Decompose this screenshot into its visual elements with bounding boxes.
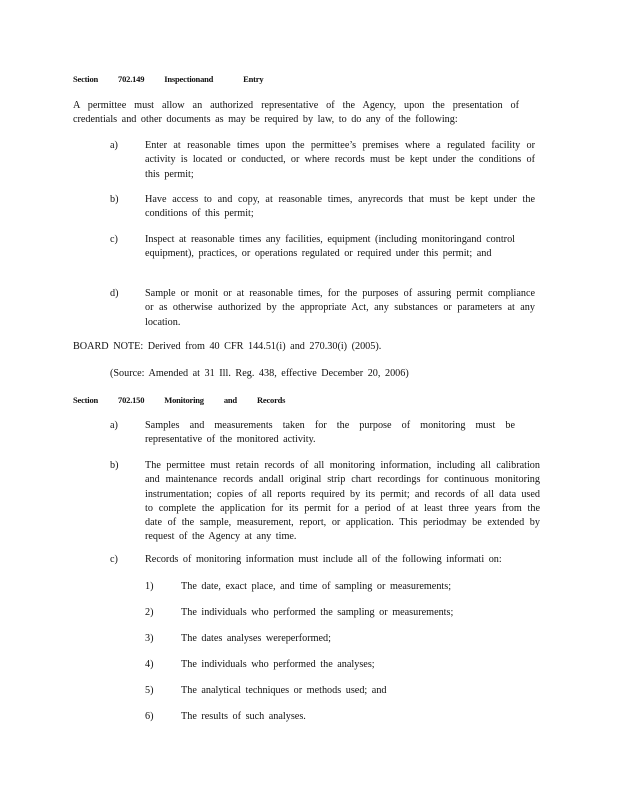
item-text: Enter at reasonable times upon the permittee’s premises where a regulated facility or activity is located or conducted, or where records must be kept under the conditions of this permit; <box>145 140 535 180</box>
item-text: The permittee must retain records of all monitoring information, including all calibration and maintenance records andall original strip chart recordings for continuous monitoring instrumentation; copies of all reports required by its permit; and records of all data used to complete the application for its permit for a period of at least three years from the date of the sample, measurement, report, or application. This periodmay be extended by request of the Agency at any time. <box>145 460 540 543</box>
subitem-label: 2) <box>145 607 154 618</box>
item-label: a) <box>110 420 118 431</box>
section-number: 702.150 <box>118 395 145 405</box>
item-label: c) <box>110 234 118 245</box>
item-text: Records of monitoring information must include all of the following informati on: <box>145 554 502 565</box>
section-word: Section <box>73 395 99 405</box>
item-text: Inspect at reasonable times any facilities, equipment (including monitoringand control equipment), practices, or operations regulated or required under this permit; and <box>145 234 515 260</box>
item-label: b) <box>110 460 119 471</box>
subitem-label: 6) <box>145 711 154 722</box>
section-title-part: Entry <box>243 74 264 84</box>
subitem-text: The analytical techniques or methods used; and <box>181 685 387 696</box>
section-title-part: Records <box>256 395 286 405</box>
section-702-150-heading <box>73 395 305 405</box>
source-note: (Source: Amended at 31 Ill. Reg. 438, effective December 20, 2006) <box>110 368 409 379</box>
subitem-text: The individuals who performed the analyses; <box>181 659 375 670</box>
subitem-label: 5) <box>145 685 154 696</box>
section-title-part: and <box>223 395 237 405</box>
section-title-part: Inspectionand <box>164 74 214 84</box>
item-text: Sample or monit or at reasonable times, for the purposes of assuring permit compliance or as otherwise authorized by the appropriate Act, any substances or parameters at any location. <box>145 288 535 328</box>
board-note: BOARD NOTE: Derived from 40 CFR 144.51(i) and 270.30(i) (2005). <box>73 341 382 352</box>
subitem-label: 3) <box>145 633 154 644</box>
intro-paragraph: A permittee must allow an authorized representative of the Agency, upon the presentation of credentials and other documents as may be required by law, to do any of the following: <box>73 100 519 126</box>
item-label: c) <box>110 554 118 565</box>
item-text: Samples and measurements taken for the purpose of monitoring must be representative of the monitored activity. <box>145 420 515 446</box>
section-title-part: Monitoring <box>164 395 204 405</box>
section-number: 702.149 <box>118 74 145 84</box>
section-702-149-heading <box>73 74 283 84</box>
subitem-text: The individuals who performed the sampling or measurements; <box>181 607 454 618</box>
subitem-label: 1) <box>145 581 154 592</box>
subitem-text: The date, exact place, and time of sampling or measurements; <box>181 581 452 592</box>
subitem-text: The dates analyses wereperformed; <box>181 633 331 644</box>
item-label: b) <box>110 194 119 205</box>
item-label: d) <box>110 288 119 299</box>
item-text: Have access to and copy, at reasonable times, anyrecords that must be kept under the conditions of this permit; <box>145 194 535 220</box>
subitem-label: 4) <box>145 659 154 670</box>
section-word: Section <box>73 74 99 84</box>
item-label: a) <box>110 140 118 151</box>
subitem-text: The results of such analyses. <box>181 711 306 722</box>
